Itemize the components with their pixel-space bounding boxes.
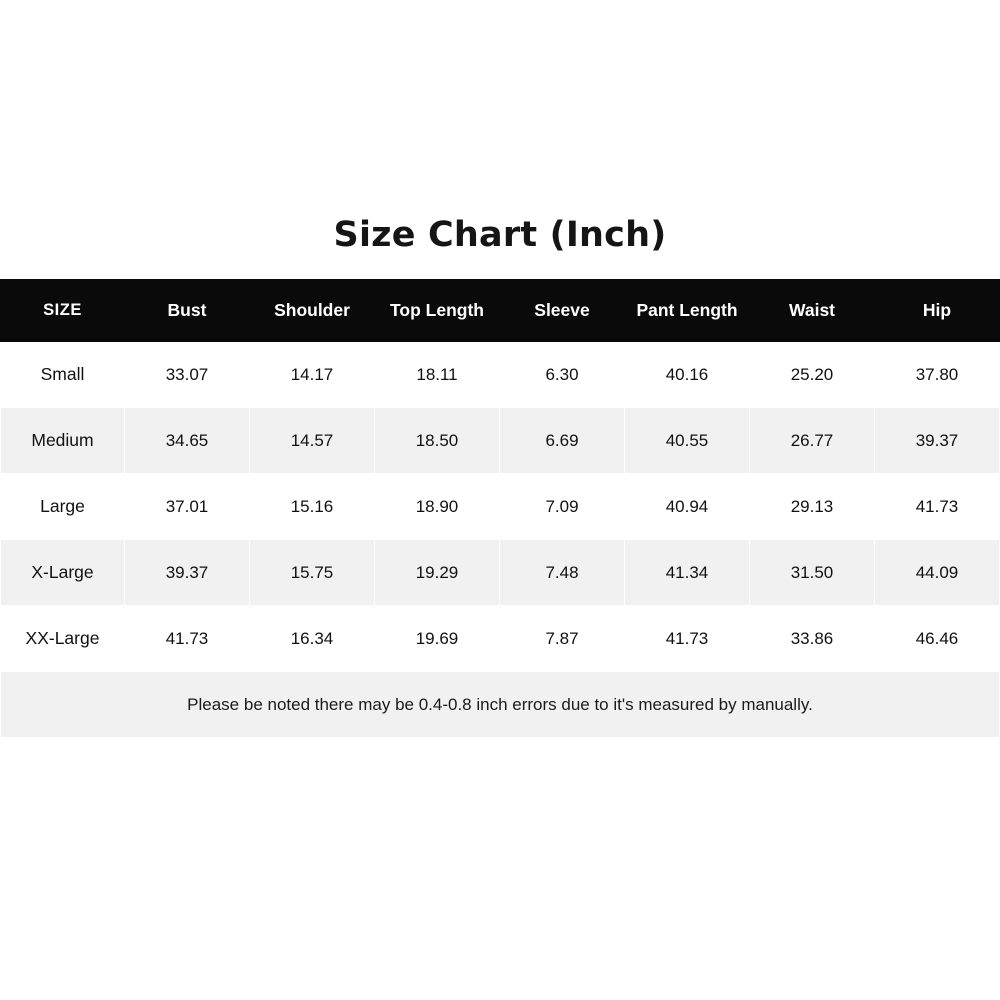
- cell-top-length: 19.69: [375, 606, 500, 672]
- table-row: [1, 606, 1000, 672]
- cell-sleeve: 7.09: [500, 474, 625, 540]
- cell-bust: 37.01: [125, 474, 250, 540]
- cell-shoulder: 15.16: [250, 474, 375, 540]
- cell-top-length: 18.11: [375, 342, 500, 408]
- cell-size: Medium: [1, 408, 125, 474]
- cell-hip: 46.46: [875, 606, 1000, 672]
- cell-sleeve: 6.30: [500, 342, 625, 408]
- table-row: [1, 474, 1000, 540]
- table-row: [1, 342, 1000, 408]
- cell-hip: 37.80: [875, 342, 1000, 408]
- cell-waist: 33.86: [750, 606, 875, 672]
- cell-hip: 44.09: [875, 540, 1000, 606]
- column-header-sleeve: Sleeve: [500, 280, 625, 342]
- cell-waist: 29.13: [750, 474, 875, 540]
- table-header: [1, 280, 1000, 342]
- cell-shoulder: 14.57: [250, 408, 375, 474]
- cell-pant-length: 40.55: [625, 408, 750, 474]
- cell-waist: 31.50: [750, 540, 875, 606]
- cell-top-length: 19.29: [375, 540, 500, 606]
- column-header-shoulder: Shoulder: [250, 280, 375, 342]
- cell-pant-length: 40.94: [625, 474, 750, 540]
- cell-waist: 25.20: [750, 342, 875, 408]
- cell-sleeve: 7.48: [500, 540, 625, 606]
- table-header-row: [1, 280, 1000, 342]
- cell-hip: 41.73: [875, 474, 1000, 540]
- column-header-hip: Hip: [875, 280, 1000, 342]
- size-chart-table: [0, 279, 1000, 738]
- cell-bust: 34.65: [125, 408, 250, 474]
- cell-hip: 39.37: [875, 408, 1000, 474]
- size-chart-container: [0, 215, 1000, 738]
- cell-pant-length: 41.34: [625, 540, 750, 606]
- cell-shoulder: 16.34: [250, 606, 375, 672]
- table-body: [1, 342, 1000, 738]
- cell-size: Small: [1, 342, 125, 408]
- column-header-top-length: Top Length: [375, 280, 500, 342]
- column-header-pant-length: Pant Length: [625, 280, 750, 342]
- cell-sleeve: 7.87: [500, 606, 625, 672]
- cell-top-length: 18.50: [375, 408, 500, 474]
- page-title: Size Chart (Inch): [333, 215, 667, 255]
- table-row: [1, 408, 1000, 474]
- cell-shoulder: 14.17: [250, 342, 375, 408]
- cell-shoulder: 15.75: [250, 540, 375, 606]
- cell-size: X-Large: [1, 540, 125, 606]
- table-row: [1, 540, 1000, 606]
- measurement-note: Please be noted there may be 0.4-0.8 inch errors due to it's measured by manually.: [1, 672, 1000, 738]
- cell-bust: 39.37: [125, 540, 250, 606]
- table-footnote-row: [1, 672, 1000, 738]
- column-header-size: SIZE: [1, 280, 125, 342]
- cell-pant-length: 41.73: [625, 606, 750, 672]
- cell-top-length: 18.90: [375, 474, 500, 540]
- cell-bust: 41.73: [125, 606, 250, 672]
- cell-waist: 26.77: [750, 408, 875, 474]
- cell-size: Large: [1, 474, 125, 540]
- cell-bust: 33.07: [125, 342, 250, 408]
- cell-pant-length: 40.16: [625, 342, 750, 408]
- cell-sleeve: 6.69: [500, 408, 625, 474]
- cell-size: XX-Large: [1, 606, 125, 672]
- column-header-bust: Bust: [125, 280, 250, 342]
- column-header-waist: Waist: [750, 280, 875, 342]
